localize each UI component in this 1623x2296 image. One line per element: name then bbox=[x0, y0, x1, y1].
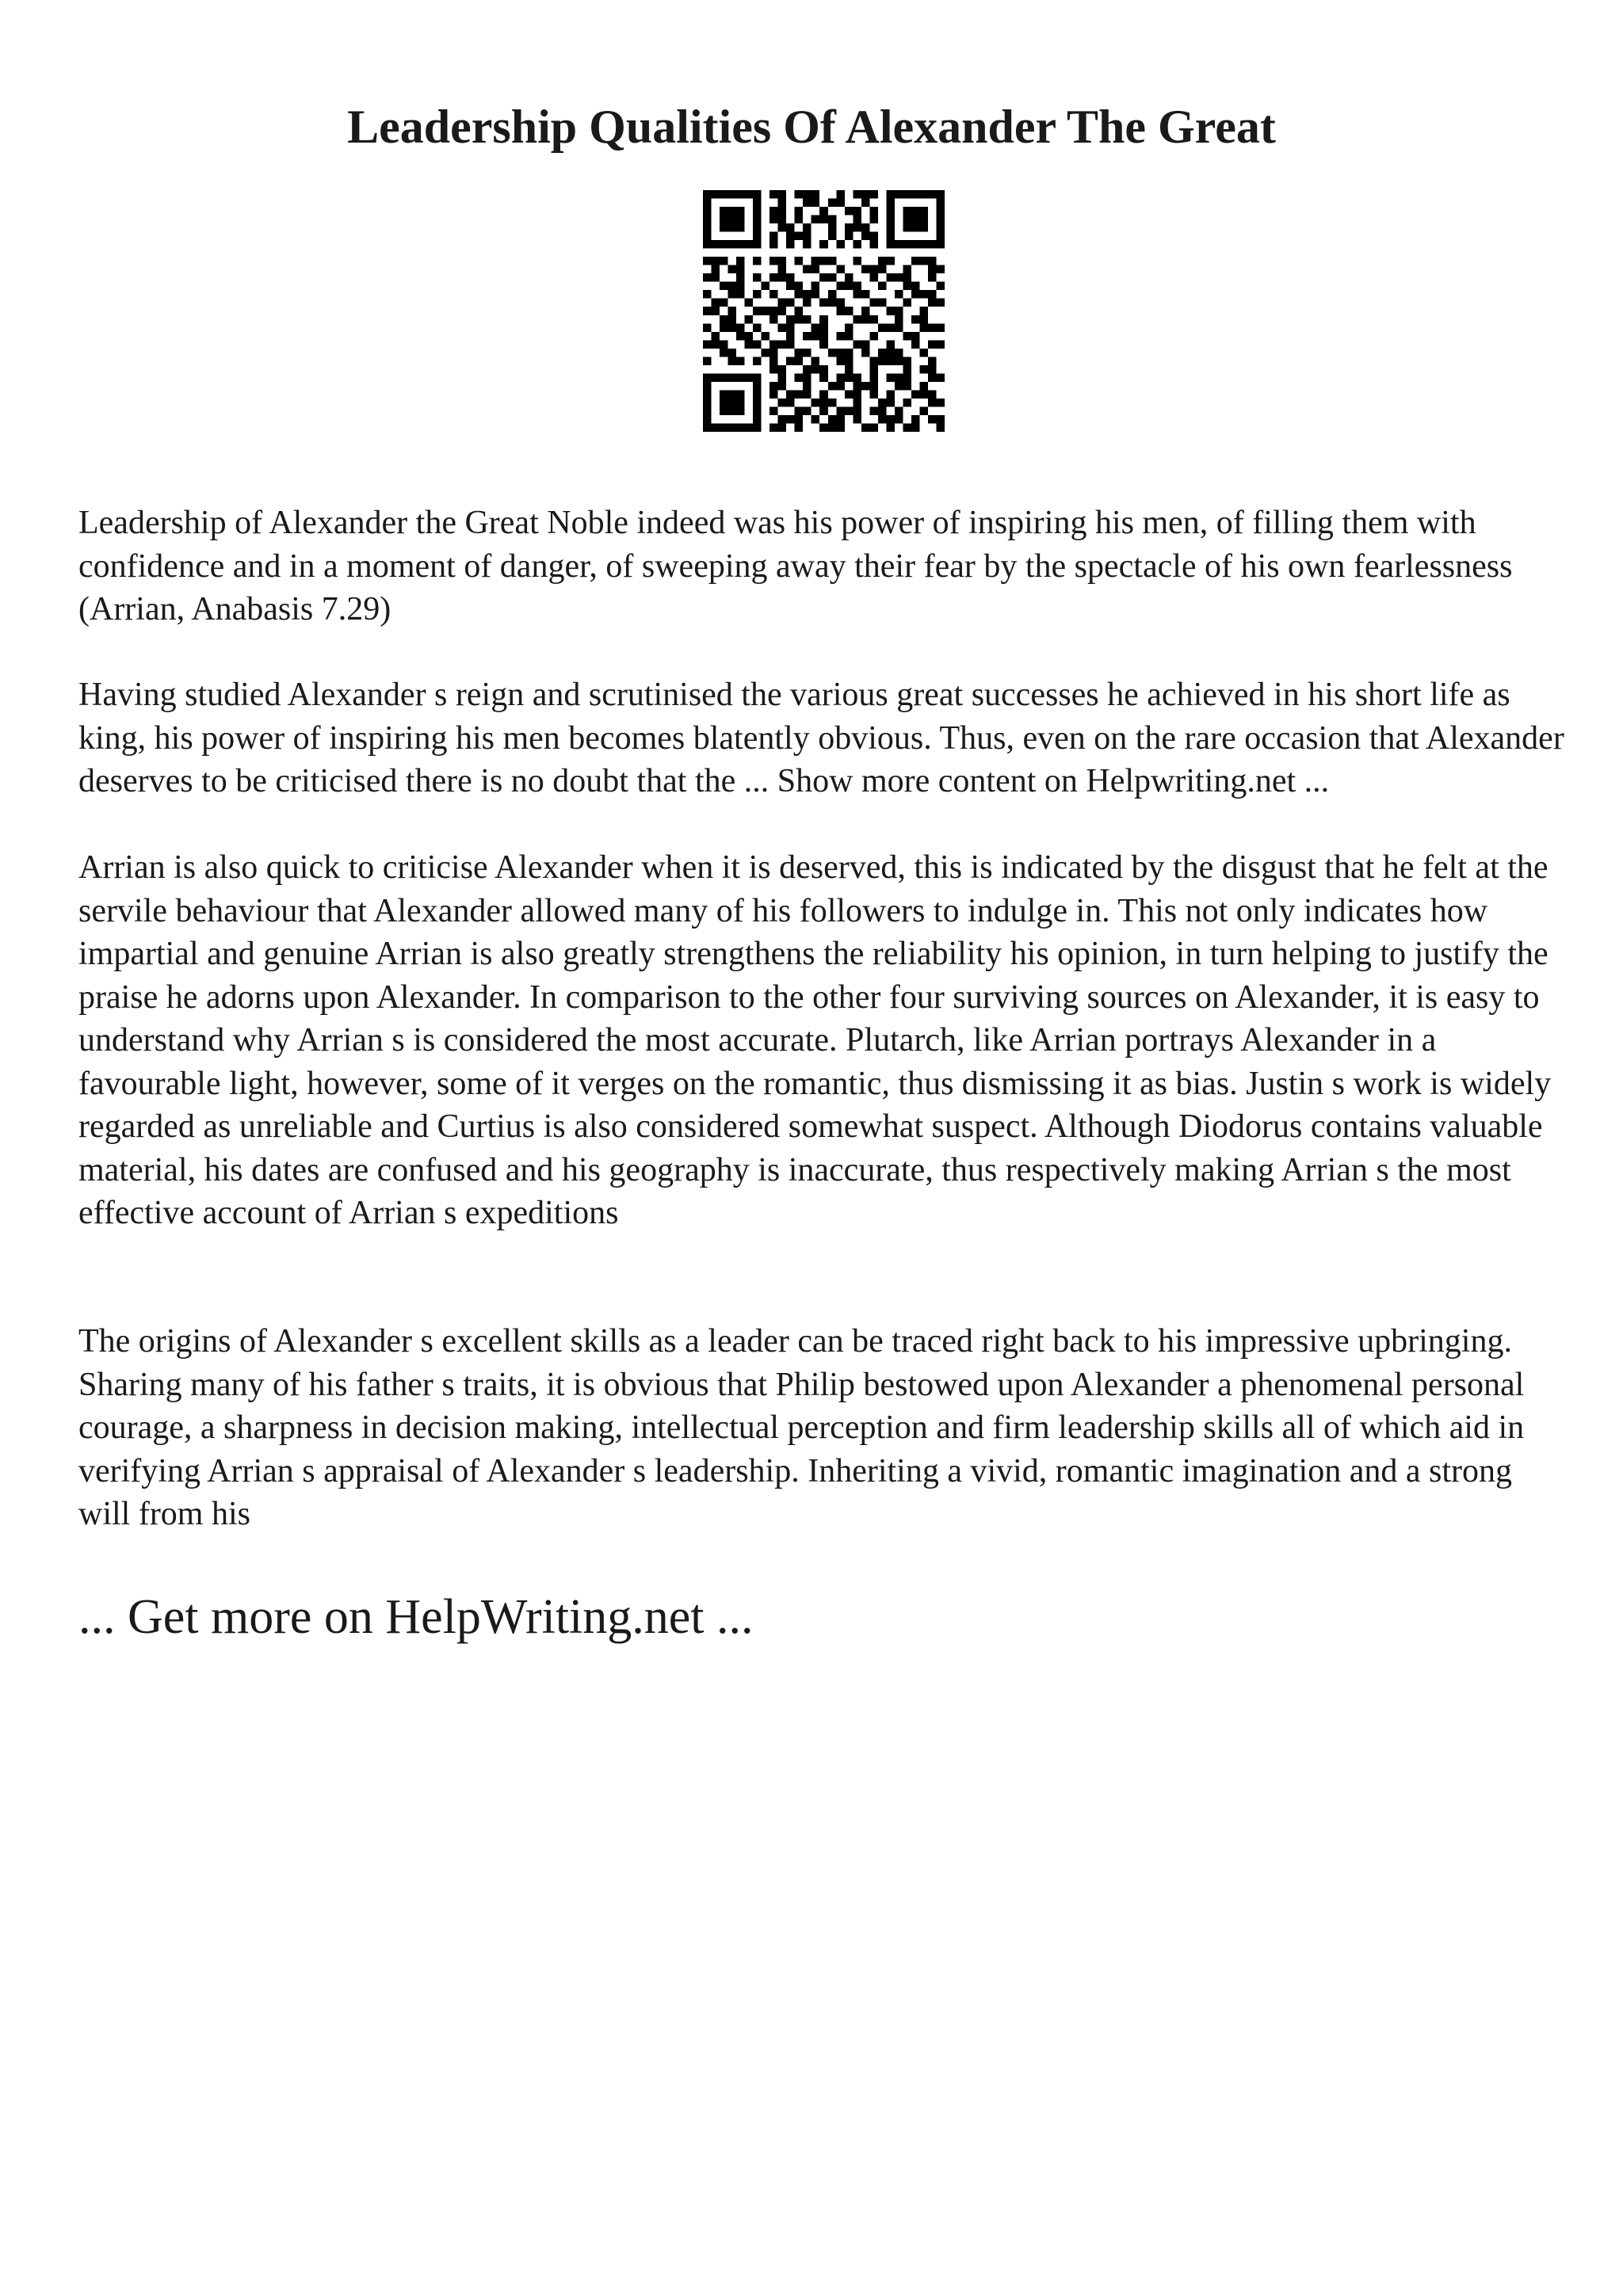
paragraph-arrian-sources: Arrian is also quick to criticise Alexander when it is deserved, this is indicated by the disgust that he felt at the servile behaviour that Alexander allowed many of his followers to indulge in. This not only indicates how impartial and genuine Arrian is also greatly strengthens the reliability his opinion, in turn helping to justify the praise he adorns upon Alexander. In comparison to the other four surviving sources on Alexander, it is easy to understand why Arrian s is considered the most accurate. Plutarch, like Arrian portrays Alexander in a favourable light, however, some of it verges on the romantic, thus dismissing it as bias. Justin s work is widely regarded as unreliable and Curtius is also considered somewhat suspect. Although Diodorus contains valuable material, his dates are confused and his geography is inaccurate, thus respectively making Arrian s the most effective account of Arrian s expeditions bbox=[78, 849, 1552, 1231]
paragraph-intro-quote: Leadership of Alexander the Great Noble indeed was his power of inspiring his men, of filling them with confidence and in a moment of danger, of sweeping away their fear by the spectacle of his own fearlessness (Arrian, Anabasis 7.29) bbox=[78, 505, 1513, 627]
qr-code-icon[interactable] bbox=[703, 190, 945, 432]
document-title: Leadership Qualities Of Alexander The Great bbox=[347, 101, 1276, 153]
paragraph-excerpt: Having studied Alexander s reign and scrutinised the various great successes he achieved in his short life as king, his power of inspiring his men becomes blatently obvious. Thus, even on the rare occasion that Alexander deserves to be criticised there is no doubt that the ... Show more content on Helpwriting.net ... bbox=[78, 677, 1564, 799]
get-more-link[interactable]: ... Get more on HelpWriting.net ... bbox=[78, 1590, 754, 1644]
paragraph-origins: The origins of Alexander s excellent skills as a leader can be traced right back to his impressive upbringing. Sharing many of his father s traits, it is obvious that Philip bestowed upon Alexander a phenomenal personal courage, a sharpness in decision making, intellectual perception and firm leadership skills all of which aid in verifying Arrian s appraisal of Alexander s leadership. Inheriting a vivid, romantic imagination and a strong will from his bbox=[78, 1323, 1525, 1532]
